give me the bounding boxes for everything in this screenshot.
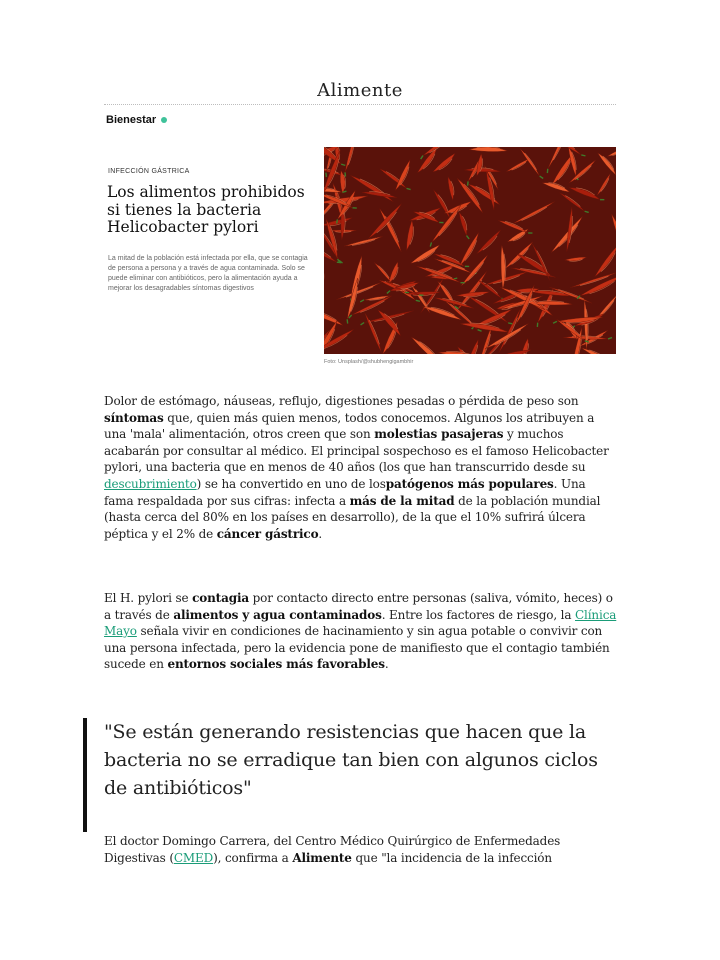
body-paragraph-3: El doctor Domingo Carrera, del Centro Médico Quirúrgico de Enfermedades Digestivas (CMED), confirma a Alimente que "la incidencia de la infección [104,834,561,865]
body-paragraph-2: El H. pylori se contagia por contacto directo entre personas (saliva, vómito, heces) o a través de alimentos y agua contaminados. Entre los factores de riesgo, la Clínica Mayo señala vivir en condiciones de hacinamiento y sin agua potable o convivir con una persona infectada, pero la evidencia pone de manifiesto que el contagio también sucede en entornos sociales más favorables. [104,591,617,672]
pull-quote: "Se están generando resistencias que hacen que la bacteria no se erradique tan bien con algunos ciclos de antibióticos" [104,721,598,799]
pull-quote-bar [83,718,87,832]
section-dot-icon [161,117,167,123]
masthead [0,80,720,101]
section-tag[interactable] [106,114,167,126]
chili-peppers-image [324,147,616,354]
link-clinica-mayo[interactable]: Clínica Mayo [104,607,617,639]
link-cmed[interactable]: CMED [173,850,214,865]
section-label: Bienestar [106,114,157,126]
hero-photo [324,147,616,354]
body-paragraph-1: Dolor de estómago, náuseas, reflujo, digestiones pesadas o pérdida de peso son síntomas que, quien más quien menos, todos conocemos. Algunos los atribuyen a una 'mala' alimentación, otros creen que son molestias pasajeras y muchos acabarán por consultar al médico. El principal sospechoso es el famoso Helicobacter pylori, una bacteria que en menos de 40 años (los que han transcurrido desde su descubrimiento) se ha convertido en uno de lospatógenos más populares. Una fama respaldada por sus cifras: infecta a más de la mitad de la población mundial (hasta cerca del 80% en los países en desarrollo), de la que el 10% sufrirá úlcera péptica y el 2% de cáncer gástrico. [104,394,609,541]
article-lede: La mitad de la población está infectada por ella, que se contagia de persona a persona y a través de agua contaminada. Solo se puede eliminar con antibióticos, pero la alimentación ayuda a mejorar los desagradables síntomas digestivos [108,255,308,292]
photo-caption: Foto: Unsplash/@shubhengigambhir [324,359,414,365]
link-descubrimiento[interactable]: descubrimiento [104,476,197,491]
masthead-divider [104,104,616,105]
article-title: Los alimentos prohibidos si tienes la bacteria Helicobacter pylori [107,183,305,236]
article-kicker: INFECCIÓN GÁSTRICA [108,168,190,175]
site-logo[interactable]: Alimente [317,80,403,101]
